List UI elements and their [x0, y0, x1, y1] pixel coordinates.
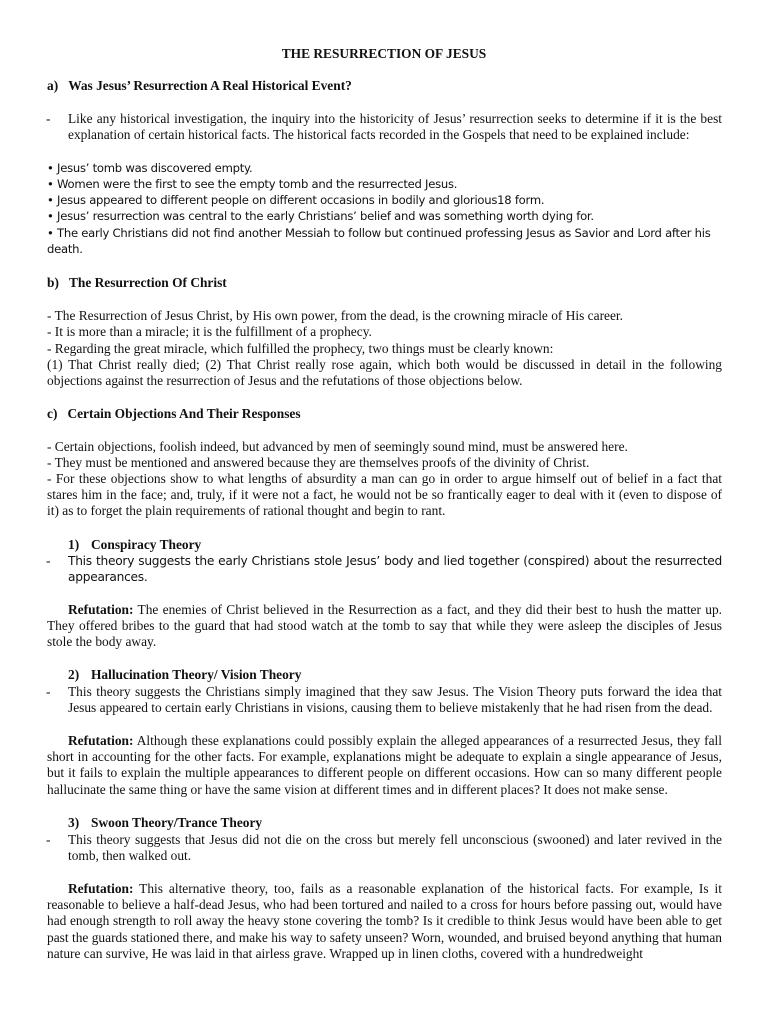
dash-marker: - — [46, 832, 51, 847]
theory-refutation — [47, 733, 722, 798]
fact-bullet: • Jesus’ tomb was discovered empty. — [47, 161, 253, 175]
theory-refutation — [47, 881, 722, 962]
theory-refutation — [47, 602, 722, 651]
refutation-text: Although these explanations could possibly explain the alleged appearances of a resurrected Jesus, they fall short in accounting for the other facts. For example, explanations might be adequate to explain a single appearance of Jesus, but it fails to explain the multiple appearances to different people on different occasions. How can so many different people hallucinate the same thing or have the same vision at different times and in different places? It does not make sense. — [47, 733, 722, 797]
fact-bullet: • Women were the first to see the empty tomb and the resurrected Jesus. — [47, 177, 458, 191]
section-b-heading: b) The Resurrection Of Christ — [47, 275, 227, 290]
section-b-line: - Regarding the great miracle, which fulfilled the prophecy, two things must be clearly known: — [47, 341, 554, 356]
theory-description: This theory suggests that Jesus did not die on the cross but merely fell unconscious (swooned) and later revived in the tomb, then walked out. — [68, 832, 722, 864]
section-c-line: - They must be mentioned and answered because they are themselves proofs of the divinity of Christ. — [47, 455, 590, 470]
dash-marker: - — [46, 684, 51, 699]
section-b-line: (1) That Christ really died; (2) That Christ really rose again, which both would be discussed in detail in the following objections against the resurrection of Jesus and the refutations of those objections below. — [47, 357, 722, 389]
section-b-line: - It is more than a miracle; it is the fulfillment of a prophecy. — [47, 324, 372, 339]
refutation-label: Refutation: — [68, 881, 134, 896]
theory-name: Conspiracy Theory — [91, 537, 202, 552]
document-title: THE RESURRECTION OF JESUS — [281, 46, 487, 61]
theory-name: Swoon Theory/Trance Theory — [91, 815, 263, 830]
theory-description: This theory suggests the early Christians stole Jesus’ body and lied together (conspired) about the resurrected appearances. — [68, 554, 722, 585]
fact-bullet: • Jesus appeared to different people on different occasions in bodily and glorious18 form. — [47, 193, 545, 207]
theory-number: 3) — [68, 815, 80, 830]
section-a-heading: a) Was Jesus’ Resurrection A Real Historical Event? — [47, 78, 352, 93]
section-b-line: - The Resurrection of Jesus Christ, by His own power, from the dead, is the crowning miracle of His career. — [47, 308, 623, 323]
refutation-label: Refutation: — [68, 602, 134, 617]
theory-number: 2) — [68, 667, 80, 682]
fact-bullet: • Jesus’ resurrection was central to the early Christians’ belief and was something worth dying for. — [47, 209, 594, 223]
dash-marker: - — [46, 553, 51, 568]
theory-heading — [68, 815, 722, 831]
dash-marker: - — [46, 111, 51, 126]
theory-number: 1) — [68, 537, 80, 552]
section-c-heading: c) Certain Objections And Their Responses — [47, 406, 301, 421]
refutation-label: Refutation: — [68, 733, 134, 748]
theory-name: Hallucination Theory/ Vision Theory — [91, 667, 302, 682]
fact-bullet: • The early Christians did not find another Messiah to follow but continued professing Jesus as Savior and Lord after his death. — [47, 226, 711, 257]
section-c-line: - For these objections show to what lengths of absurdity a man can go in order to argue himself out of belief in a fact that stares him in the face; and, truly, if it were not a fact, he would not be so frantically eager to deal with it (even to dispose of it) as to forget the plain requirements of rational thought and begin to rant. — [47, 471, 722, 519]
theory-heading — [68, 537, 722, 553]
refutation-text: The enemies of Christ believed in the Resurrection as a fact, and they did their best to hush the matter up. They offered bribes to the guard that had stood watch at the tomb to say that while they were asleep the disciples of Jesus stole the body away. — [47, 602, 722, 650]
section-c-line: - Certain objections, foolish indeed, but advanced by men of seemingly sound mind, must be answered here. — [47, 439, 628, 454]
section-a-intro: Like any historical investigation, the inquiry into the historicity of Jesus’ resurrection seeks to determine if it is the best explanation of certain historical facts. The historical facts recorded in the Gospels that need to be explained include: — [68, 111, 722, 143]
theory-description: This theory suggests the Christians simply imagined that they saw Jesus. The Vision Theory puts forward the idea that Jesus appeared to certain early Christians in visions, causing them to believe mistakenly that he had risen from the dead. — [68, 684, 722, 716]
theory-heading — [68, 667, 722, 683]
refutation-text: This alternative theory, too, fails as a reasonable explanation of the historical facts. For example, Is it reasonable to believe a half-dead Jesus, who had been tortured and nailed to a cross for hours before passing out, would have had enough strength to roll away the heavy stone covering the tomb? Is it credible to think Jesus would have been able to get past the guards stationed there, and make his way to safety unseen? Worn, wounded, and bruised beyond anything that human nature can survive, He was laid in that airless grave. Wrapped up in linen cloths, covered with a hundredweight — [47, 881, 722, 961]
